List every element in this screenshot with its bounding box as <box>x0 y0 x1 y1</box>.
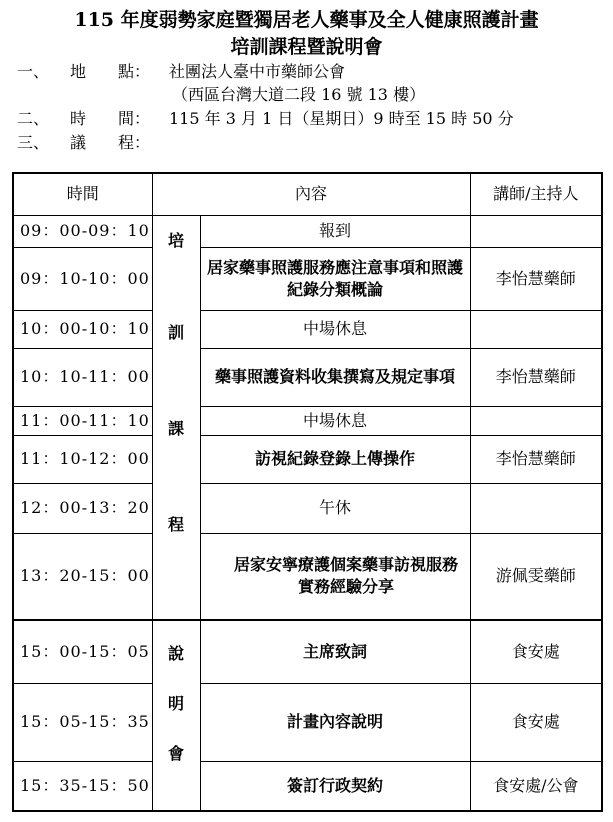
row-time: 09：10-10：00 <box>13 247 152 310</box>
row-speaker: 李怡慧藥師 <box>470 348 602 406</box>
row-time: 13：20-15：00 <box>13 533 152 620</box>
table-row <box>13 215 602 247</box>
header-content: 內容 <box>152 173 470 215</box>
table-row <box>13 683 602 761</box>
table-row <box>13 406 602 435</box>
row-speaker: 游佩雯藥師 <box>470 533 602 620</box>
row-speaker: 食安處/公會 <box>470 761 602 811</box>
row-time: 15：05-15：35 <box>13 683 152 761</box>
header-speaker: 講師/主持人 <box>470 173 602 215</box>
row-content: 午休 <box>200 483 470 533</box>
row-content: 訪視紀錄登錄上傳操作 <box>200 435 470 483</box>
meeting-char: 說 <box>167 644 184 663</box>
info-agenda <box>17 133 169 153</box>
row-time: 11：10-12：00 <box>13 435 152 483</box>
meeting-char: 會 <box>167 744 184 763</box>
table-row <box>13 533 602 620</box>
row-content: 中場休息 <box>200 310 470 348</box>
table-row <box>13 348 602 406</box>
row-time: 15：00-15：05 <box>13 620 152 683</box>
info-location <box>17 62 345 82</box>
row-speaker: 食安處 <box>470 620 602 683</box>
row-speaker <box>470 310 602 348</box>
info-address <box>172 85 425 105</box>
info-label: 時 間： <box>70 109 151 128</box>
row-time: 11：00-11：10 <box>13 406 152 435</box>
row-time: 09：00-09：10 <box>13 215 152 247</box>
row-time: 10：10-11：00 <box>13 348 152 406</box>
training-label <box>152 215 200 620</box>
table-row <box>13 620 602 683</box>
row-speaker <box>470 215 602 247</box>
row-content: 主席致詞 <box>200 620 470 683</box>
meeting-label <box>152 620 200 811</box>
info-value: 115 年 3 月 1 日（星期日）9 時至 15 時 50 分 <box>169 109 514 128</box>
info-label: 地 點： <box>70 62 151 81</box>
row-time: 15：35-15：50 <box>13 761 152 811</box>
info-value: （西區台灣大道二段 16 號 13 樓） <box>172 85 426 104</box>
table-header-row <box>13 173 602 215</box>
info-number: 二、 <box>17 109 50 128</box>
row-speaker <box>470 406 602 435</box>
training-char: 訓 <box>167 322 184 342</box>
table-row <box>13 483 602 533</box>
info-label: 議 程： <box>70 133 151 152</box>
table-row <box>13 761 602 811</box>
row-speaker: 李怡慧藥師 <box>470 247 602 310</box>
info-value: 社團法人臺中市藥師公會 <box>169 62 346 81</box>
row-content: 中場休息 <box>200 406 470 435</box>
row-content: 計畫內容說明 <box>200 683 470 761</box>
row-speaker: 李怡慧藥師 <box>470 435 602 483</box>
row-content: 藥事照護資料收集撰寫及規定事項 <box>200 348 470 406</box>
training-char: 程 <box>167 514 184 534</box>
agenda-table <box>12 172 603 812</box>
document-title: 115 年度弱勢家庭暨獨居老人藥事及全人健康照護計畫 <box>74 9 539 31</box>
table-row <box>13 435 602 483</box>
table-row <box>13 310 602 348</box>
header-time: 時間 <box>13 173 152 215</box>
row-content: 居家藥事照護服務應注意事項和照護紀錄分類概論 <box>200 247 470 310</box>
training-char: 課 <box>167 418 184 438</box>
row-speaker <box>470 483 602 533</box>
row-content: 報到 <box>200 215 470 247</box>
document-subtitle: 培訓課程暨說明會 <box>230 36 383 58</box>
table-row <box>13 247 602 310</box>
row-time: 10：00-10：10 <box>13 310 152 348</box>
info-number: 一、 <box>17 62 50 81</box>
info-time <box>17 109 514 129</box>
info-number: 三、 <box>17 133 50 152</box>
row-content: 居家安寧療護個案藥事訪視服務實務經驗分享 <box>200 533 470 620</box>
row-content: 簽訂行政契約 <box>200 761 470 811</box>
row-time: 12：00-13：20 <box>13 483 152 533</box>
training-char: 培 <box>167 230 184 250</box>
row-speaker: 食安處 <box>470 683 602 761</box>
meeting-char: 明 <box>167 694 184 713</box>
